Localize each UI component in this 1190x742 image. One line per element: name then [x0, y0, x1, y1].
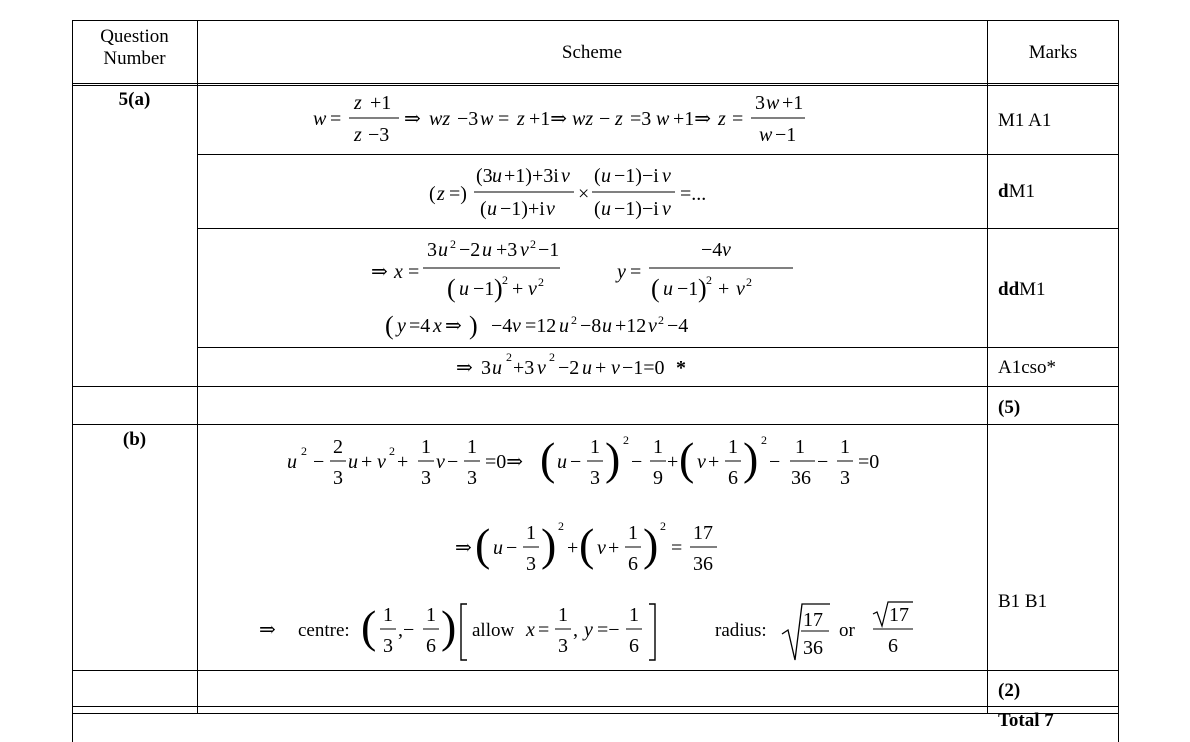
- svg-text:): ): [743, 433, 759, 484]
- svg-text:u: u: [492, 165, 502, 187]
- svg-text:=0: =0: [858, 451, 880, 473]
- svg-text:+: +: [361, 451, 373, 473]
- svg-text:17: 17: [803, 609, 823, 631]
- svg-text:(: (: [385, 311, 394, 340]
- svg-text:3: 3: [558, 635, 568, 657]
- svg-text:2: 2: [658, 313, 664, 327]
- svg-text:,: ,: [573, 619, 578, 641]
- svg-text:1: 1: [728, 436, 738, 458]
- svg-text:3: 3: [467, 467, 477, 489]
- svg-text:⇒: ⇒: [455, 537, 472, 559]
- svg-text:3: 3: [755, 92, 765, 114]
- svg-text:u: u: [559, 315, 569, 337]
- svg-text:v: v: [512, 315, 521, 337]
- svg-text:17: 17: [693, 522, 713, 544]
- svg-text:2: 2: [502, 273, 508, 287]
- svg-text:): ): [541, 519, 557, 570]
- svg-text:w: w: [766, 92, 780, 114]
- svg-text:1: 1: [590, 436, 600, 458]
- svg-text:3: 3: [383, 635, 393, 657]
- svg-text:17: 17: [889, 604, 909, 626]
- svg-text:v: v: [546, 198, 555, 220]
- allow-text: allow: [472, 620, 515, 641]
- svg-text:(3: (3: [476, 165, 493, 187]
- svg-text:*: *: [676, 357, 686, 379]
- svg-text:v: v: [736, 278, 745, 300]
- scheme-b-math: [197, 424, 987, 670]
- svg-text:−4: −4: [701, 239, 723, 261]
- svg-text:z: z: [354, 92, 362, 114]
- svg-text:(: (: [651, 274, 660, 303]
- svg-text:v: v: [597, 537, 606, 559]
- svg-text:−1: −1: [538, 239, 560, 261]
- svg-text:u: u: [438, 239, 448, 261]
- svg-text:−: −: [506, 537, 518, 559]
- svg-text:−1: −1: [775, 124, 797, 146]
- marks-a-row3-prefix: dd: [998, 279, 1020, 300]
- svg-text:y: y: [397, 315, 406, 337]
- svg-text:+1: +1: [370, 92, 392, 114]
- svg-text:v: v: [537, 357, 546, 379]
- svg-text:+: +: [512, 278, 524, 300]
- svg-text:v: v: [722, 239, 731, 261]
- svg-text:(: (: [480, 198, 487, 220]
- svg-text:2: 2: [571, 313, 577, 327]
- part-b-label: (b): [122, 429, 147, 450]
- svg-text:): ): [643, 519, 659, 570]
- svg-text:v: v: [648, 315, 657, 337]
- svg-text:3: 3: [840, 467, 850, 489]
- svg-text:(: (: [679, 433, 695, 484]
- scheme-a-row1-math: [197, 85, 987, 154]
- svg-text:3: 3: [333, 467, 343, 489]
- svg-text:(: (: [361, 601, 377, 652]
- header-question-line1: Question: [100, 26, 169, 47]
- scheme-a-row2-math: [197, 154, 987, 228]
- svg-text:+: +: [595, 357, 607, 379]
- scheme-a-row4-math: [197, 347, 987, 386]
- svg-text:y: y: [617, 261, 626, 283]
- header-question-line2: Number: [103, 48, 166, 69]
- svg-text:u: u: [482, 239, 492, 261]
- svg-text:2: 2: [538, 275, 544, 289]
- svg-text:w: w: [313, 108, 327, 130]
- svg-text:=: =: [630, 261, 642, 283]
- svg-text:=−: =−: [597, 619, 620, 641]
- svg-text:+: +: [667, 451, 679, 473]
- svg-text:6: 6: [728, 467, 738, 489]
- svg-text:1: 1: [421, 436, 431, 458]
- svg-text:(: (: [579, 519, 595, 570]
- svg-text:u: u: [459, 278, 469, 300]
- svg-text:v: v: [697, 451, 706, 473]
- svg-text:z: z: [615, 108, 623, 130]
- svg-text:): ): [605, 433, 621, 484]
- svg-text:1: 1: [653, 436, 663, 458]
- svg-text:−: −: [599, 108, 611, 130]
- svg-text:w: w: [656, 108, 670, 130]
- svg-text:=4: =4: [409, 315, 431, 337]
- svg-text:+3: +3: [513, 357, 535, 379]
- marks-a-row2-prefix: d: [998, 181, 1009, 202]
- svg-text:wz: wz: [572, 108, 594, 130]
- svg-text:−1)−i: −1)−i: [614, 198, 659, 220]
- svg-text:1: 1: [558, 604, 568, 626]
- row-divider: [72, 83, 1119, 84]
- svg-text:−4: −4: [667, 315, 689, 337]
- svg-text:=: =: [732, 108, 744, 130]
- svg-text:(: (: [594, 165, 601, 187]
- svg-text:1: 1: [383, 604, 393, 626]
- row-divider: [72, 670, 1119, 671]
- svg-text:=: =: [538, 619, 550, 641]
- svg-text:=...: =...: [680, 183, 707, 205]
- svg-text:2: 2: [549, 350, 555, 364]
- svg-text:+1⇒: +1⇒: [673, 108, 712, 130]
- marks-a-row3-suffix: M1: [1019, 279, 1046, 300]
- svg-text:(: (: [594, 198, 601, 220]
- row-divider: [72, 706, 1119, 707]
- svg-text:+: +: [567, 537, 579, 559]
- svg-text:+3: +3: [496, 239, 518, 261]
- svg-text:2: 2: [706, 273, 712, 287]
- svg-text:z: z: [718, 108, 726, 130]
- svg-text:w: w: [480, 108, 494, 130]
- svg-text:(: (: [429, 183, 436, 205]
- svg-text:v: v: [436, 451, 445, 473]
- svg-text:u: u: [487, 198, 497, 220]
- svg-text:1: 1: [795, 436, 805, 458]
- svg-text:u: u: [663, 278, 673, 300]
- svg-text:2: 2: [530, 237, 536, 251]
- marks-a-subtotal: (5): [998, 397, 1021, 418]
- marks-a-row2: [998, 181, 1035, 203]
- svg-text:2: 2: [623, 433, 629, 447]
- row-divider: [72, 20, 1119, 21]
- svg-text:2: 2: [558, 519, 564, 533]
- svg-text:36: 36: [693, 553, 713, 575]
- svg-text:y: y: [584, 619, 593, 641]
- svg-text:u: u: [348, 451, 358, 473]
- svg-text:1: 1: [840, 436, 850, 458]
- svg-text:+: +: [708, 451, 720, 473]
- svg-text:3: 3: [427, 239, 437, 261]
- svg-text:u: u: [601, 165, 611, 187]
- svg-text:u: u: [602, 315, 612, 337]
- svg-text:=: =: [330, 108, 342, 130]
- svg-text:(: (: [447, 274, 456, 303]
- svg-text:36: 36: [791, 467, 811, 489]
- marks-a-row1: M1 A1: [998, 110, 1052, 131]
- svg-text:1: 1: [628, 522, 638, 544]
- svg-text:−: −: [817, 451, 829, 473]
- svg-text:−: −: [769, 451, 781, 473]
- svg-text:v: v: [561, 165, 570, 187]
- table-border-left: [72, 20, 73, 742]
- svg-text:u: u: [601, 198, 611, 220]
- svg-text:=: =: [671, 537, 683, 559]
- svg-text:,−: ,−: [398, 619, 415, 641]
- svg-text:u: u: [557, 451, 567, 473]
- svg-text:6: 6: [628, 553, 638, 575]
- svg-text:6: 6: [426, 635, 436, 657]
- header-marks: Marks: [1028, 42, 1078, 63]
- svg-text:−3: −3: [368, 124, 390, 146]
- row-divider: [72, 386, 1119, 387]
- column-divider-2: [987, 20, 988, 714]
- table-border-right: [1118, 20, 1119, 742]
- svg-text:3: 3: [421, 467, 431, 489]
- svg-text:⇒: ⇒: [445, 315, 462, 337]
- svg-text:−2: −2: [558, 357, 580, 379]
- svg-text:36: 36: [803, 637, 823, 659]
- svg-text:1: 1: [629, 604, 639, 626]
- svg-text:wz: wz: [429, 108, 451, 130]
- svg-text:2: 2: [746, 275, 752, 289]
- svg-text:−4: −4: [491, 315, 513, 337]
- svg-text:v: v: [611, 357, 620, 379]
- svg-text:(: (: [540, 433, 556, 484]
- svg-text:2: 2: [506, 350, 512, 364]
- svg-text:u: u: [492, 357, 502, 379]
- svg-text:3: 3: [526, 553, 536, 575]
- svg-text:=: =: [498, 108, 510, 130]
- svg-text:−: −: [447, 451, 459, 473]
- svg-text:(: (: [475, 519, 491, 570]
- svg-text:−1=0: −1=0: [622, 357, 665, 379]
- svg-text:u: u: [493, 537, 503, 559]
- svg-text:+1: +1: [782, 92, 804, 114]
- marks-b-subtotal: (2): [998, 680, 1021, 701]
- svg-text:1: 1: [426, 604, 436, 626]
- svg-text:2: 2: [761, 433, 767, 447]
- svg-text:v: v: [528, 278, 537, 300]
- mark-scheme-table: [72, 20, 1119, 742]
- svg-text:): ): [494, 274, 503, 303]
- svg-text:w: w: [759, 124, 773, 146]
- svg-text:=3: =3: [630, 108, 652, 130]
- svg-text:3: 3: [481, 357, 491, 379]
- svg-text:1: 1: [467, 436, 477, 458]
- svg-text:⇒: ⇒: [404, 108, 421, 130]
- svg-text:+: +: [397, 451, 409, 473]
- svg-text:2: 2: [389, 444, 395, 458]
- svg-text:⇒: ⇒: [371, 261, 388, 283]
- svg-text:2: 2: [660, 519, 666, 533]
- svg-text:−1)−i: −1)−i: [614, 165, 659, 187]
- svg-text:6: 6: [888, 635, 898, 657]
- part-a-label: 5(a): [118, 89, 151, 110]
- scheme-a-row3-math: [197, 228, 987, 347]
- svg-text:3: 3: [590, 467, 600, 489]
- or-text: or: [839, 620, 855, 641]
- svg-text:v: v: [377, 451, 386, 473]
- svg-text:2: 2: [450, 237, 456, 251]
- svg-text:⇒: ⇒: [259, 619, 276, 641]
- svg-text:−8: −8: [580, 315, 602, 337]
- svg-text:+: +: [608, 537, 620, 559]
- svg-text:z: z: [437, 183, 445, 205]
- svg-text:−: −: [570, 451, 582, 473]
- header-question-number: [72, 26, 197, 70]
- svg-text:6: 6: [629, 635, 639, 657]
- svg-text:z: z: [517, 108, 525, 130]
- svg-text:−3: −3: [457, 108, 479, 130]
- svg-text:1: 1: [526, 522, 536, 544]
- svg-text:u: u: [287, 451, 297, 473]
- svg-text:): ): [698, 274, 707, 303]
- marks-b: B1 B1: [998, 591, 1048, 612]
- svg-text:v: v: [662, 198, 671, 220]
- svg-text:z: z: [354, 124, 362, 146]
- svg-text:2: 2: [301, 444, 307, 458]
- svg-text:u: u: [582, 357, 592, 379]
- svg-text:+1)+3i: +1)+3i: [504, 165, 559, 187]
- svg-text:−: −: [313, 451, 325, 473]
- svg-text:−1: −1: [677, 278, 699, 300]
- svg-text:=: =: [408, 261, 420, 283]
- header-scheme: Scheme: [561, 42, 623, 63]
- marks-total: Total 7: [998, 710, 1054, 731]
- svg-text:): ): [469, 311, 478, 340]
- svg-text:9: 9: [653, 467, 663, 489]
- svg-text:=0⇒: =0⇒: [485, 451, 524, 473]
- svg-text:): ): [441, 601, 457, 652]
- row-divider: [72, 713, 1119, 714]
- svg-text:2: 2: [333, 436, 343, 458]
- svg-text:−2: −2: [459, 239, 481, 261]
- marks-a-row4: A1cso*: [998, 357, 1057, 378]
- svg-text:v: v: [662, 165, 671, 187]
- svg-text:=): =): [449, 183, 467, 205]
- svg-text:x: x: [394, 261, 403, 283]
- centre-label: centre:: [298, 620, 350, 641]
- svg-text:x: x: [433, 315, 442, 337]
- svg-text:⇒: ⇒: [456, 357, 473, 379]
- radius-label: radius:: [715, 620, 767, 641]
- svg-text:+: +: [718, 278, 730, 300]
- svg-text:x: x: [526, 619, 535, 641]
- marks-a-row3: [998, 279, 1046, 301]
- svg-text:−1)+i: −1)+i: [500, 198, 545, 220]
- svg-text:×: ×: [578, 183, 590, 205]
- svg-text:+1⇒: +1⇒: [529, 108, 568, 130]
- marks-a-row2-suffix: M1: [1008, 181, 1035, 202]
- svg-text:+12: +12: [615, 315, 647, 337]
- svg-text:−1: −1: [473, 278, 495, 300]
- svg-text:−: −: [631, 451, 643, 473]
- svg-text:v: v: [520, 239, 529, 261]
- svg-text:=12: =12: [525, 315, 557, 337]
